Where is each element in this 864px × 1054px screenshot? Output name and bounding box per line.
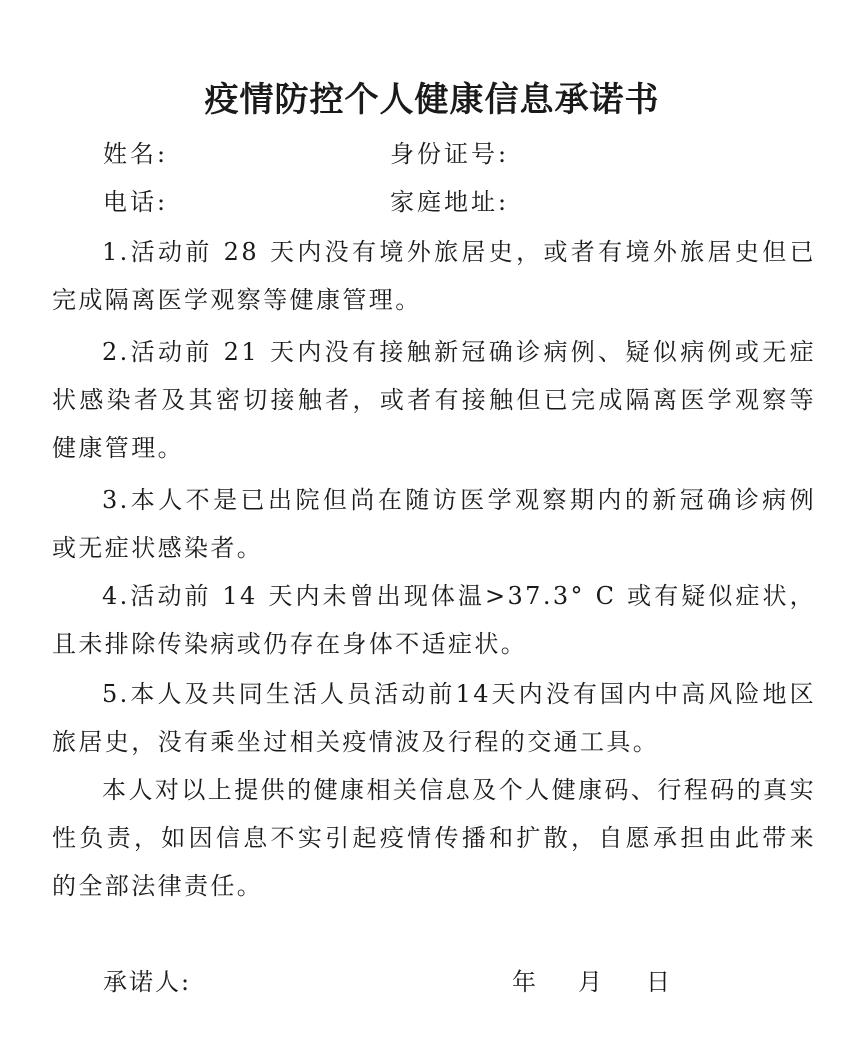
date-day-label: 日 [646, 968, 670, 996]
phone-field-label: 电话: [103, 188, 169, 216]
commitment-item-4: 4.活动前 14 天内未曾出现体温>37.3° C 或有疑似症状，且未排除传染病或仍存在身体不适症状。 [52, 582, 816, 658]
address-field-label: 家庭地址: [390, 188, 510, 216]
commitment-item-2: 2.活动前 21 天内没有接触新冠确诊病例、疑似病例或无症状感染者及其密切接触者，或者有接触但已完成隔离医学观察等健康管理。 [52, 338, 816, 462]
name-field-label: 姓名: [103, 140, 169, 168]
commitment-item-1: 1.活动前 28 天内没有境外旅居史，或者有境外旅居史但已完成隔离医学观察等健康管理。 [52, 238, 816, 314]
date-year-label: 年 [512, 968, 536, 996]
date-month-label: 月 [578, 968, 602, 996]
id-number-field-label: 身份证号: [390, 140, 510, 168]
declaration-paragraph: 本人对以上提供的健康相关信息及个人健康码、行程码的真实性负责，如因信息不实引起疫情传播和扩散，自愿承担由此带来的全部法律责任。 [52, 776, 816, 900]
document-title: 疫情防控个人健康信息承诺书 [204, 80, 660, 120]
commitment-item-5: 5.本人及共同生活人员活动前14天内没有国内中高风险地区旅居史，没有乘坐过相关疫情波及行程的交通工具。 [52, 680, 816, 756]
commitment-item-3: 3.本人不是已出院但尚在随访医学观察期内的新冠确诊病例或无症状感染者。 [52, 486, 816, 562]
signer-label: 承诺人: [103, 968, 192, 996]
